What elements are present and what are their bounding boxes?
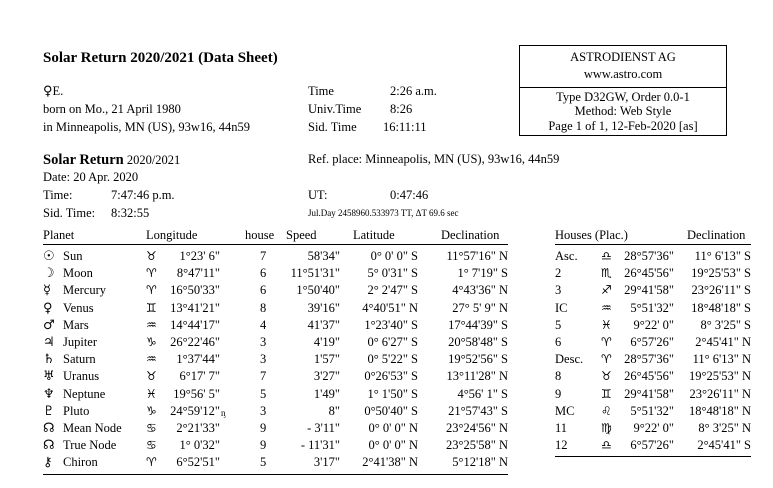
page-info: Page 1 of 1, 12-Feb-2020 [as] (548, 119, 698, 133)
zodiac-sign-icon: ♏ (601, 266, 612, 281)
house-longitude: 5°51'32" (630, 403, 674, 418)
planet-longitude: 24°59'12" (170, 403, 220, 418)
planet-name: Chiron (63, 455, 98, 470)
planet-house: 7 (260, 369, 267, 384)
col-header-latitude: Latitude (353, 228, 395, 242)
sid-time-value: 16:11:11 (383, 120, 427, 134)
col-header-house-declination: Declination (687, 228, 746, 242)
planet-house: 3 (260, 352, 267, 367)
planet-house: 5 (260, 386, 267, 401)
zodiac-sign-icon: ♍ (601, 421, 612, 435)
planet-speed: 1'57" (313, 352, 340, 367)
solar-return-label: Solar Return (43, 152, 124, 168)
sid-time-label: Sid. Time (308, 120, 357, 134)
time-label: Time (308, 84, 334, 98)
planet-longitude: 13°41'21" (170, 300, 220, 315)
planet-name: Mean Node (63, 421, 122, 435)
zodiac-sign-icon: ♈ (146, 283, 157, 298)
house-name: MC (555, 403, 575, 418)
solar-return-date: Date: 20 Apr. 2020 (43, 170, 139, 184)
zodiac-sign-icon: ♈ (601, 335, 612, 349)
col-header-planet: Planet (43, 228, 75, 242)
univ-time-value: 8:26 (390, 102, 413, 116)
house-declination: 2°45'41" N (695, 335, 751, 349)
planet-declination: 21°57'43" S (448, 403, 508, 418)
zodiac-sign-icon: ♋ (146, 421, 157, 435)
planet-declination: 13°11'28" N (446, 369, 508, 384)
planets-header-rule (43, 244, 508, 245)
house-name: 5 (555, 317, 562, 332)
col-header-longitude: Longitude (146, 228, 198, 242)
planet-longitude: 6°17' 7" (179, 369, 220, 384)
planet-glyph-icon: ☊ (43, 421, 55, 436)
planet-speed: 41'37" (307, 317, 340, 332)
house-name: 11 (555, 421, 568, 435)
zodiac-sign-icon: ♉ (146, 369, 157, 384)
zodiac-sign-icon: ♓ (146, 386, 157, 401)
house-longitude: 28°57'36" (624, 249, 674, 263)
house-declination: 11° 6'13" S (694, 249, 751, 263)
planet-name: True Node (63, 438, 117, 453)
planet-house: 6 (260, 266, 267, 281)
zodiac-sign-icon: ♈ (601, 352, 612, 367)
planet-name: Mercury (63, 283, 107, 298)
planet-declination: 17°44'39" S (448, 317, 508, 332)
website: www.astro.com (583, 67, 663, 81)
house-longitude: 28°57'36" (624, 352, 674, 367)
planet-glyph-icon: ☉ (43, 249, 55, 264)
planet-declination: 27° 5' 9" N (452, 300, 508, 315)
houses-header-rule (555, 244, 751, 245)
planets-bottom-rule (43, 474, 508, 475)
zodiac-sign-icon: ♒ (146, 352, 157, 367)
zodiac-sign-icon: ♌ (601, 403, 612, 418)
solar-return-years: 2020/2021 (126, 153, 181, 167)
zodiac-sign-icon: ♊ (601, 386, 612, 401)
zodiac-sign-icon: ♒ (601, 300, 612, 315)
sr-time-label: Time: (43, 188, 73, 202)
info-box-divider (520, 87, 726, 88)
planet-longitude: 19°56' 5" (173, 386, 220, 401)
planet-latitude: 0° 0' 0" N (368, 421, 418, 435)
house-declination: 19°25'53" N (688, 369, 751, 384)
birth-date: born on Mo., 21 April 1980 (43, 102, 181, 116)
house-declination: 8° 3'25" N (698, 421, 751, 435)
planet-longitude: 6°52'51" (176, 455, 220, 470)
house-declination: 11° 6'13" N (692, 352, 751, 367)
planet-declination: 23°24'56" N (445, 421, 508, 435)
zodiac-sign-icon: ♋ (146, 438, 157, 453)
planet-latitude: 2° 2'47" S (367, 283, 418, 298)
zodiac-sign-icon: ♎ (601, 249, 612, 263)
house-longitude: 29°41'58" (624, 283, 674, 298)
planet-speed: 1°50'40" (296, 283, 340, 298)
col-header-speed: Speed (286, 228, 317, 242)
planet-latitude: 2°41'38" N (362, 455, 418, 470)
house-longitude: 9°22' 0" (633, 421, 674, 435)
planet-glyph-icon: ♄ (43, 352, 55, 368)
method: Method: Web Style (574, 104, 672, 118)
planet-longitude: 1°37'44" (176, 352, 220, 367)
planet-speed: 58'34" (307, 249, 340, 263)
planet-declination: 20°58'48" S (448, 335, 508, 349)
station-marker: ᶇ (221, 407, 226, 418)
planet-house: 3 (260, 335, 267, 349)
house-name: IC (555, 300, 568, 315)
house-name: 9 (555, 386, 562, 401)
planet-name: Sun (63, 249, 83, 263)
ut-label: UT: (308, 188, 328, 202)
planet-declination: 4°56' 1" S (457, 386, 508, 401)
planet-name: Moon (63, 266, 93, 281)
house-longitude: 26°45'56" (624, 266, 674, 281)
planet-house: 4 (260, 317, 267, 332)
julian-day: Jul.Day 2458960.533973 TT, ΔT 69.6 sec (308, 208, 459, 218)
sr-sid-value: 8:32:55 (111, 206, 150, 220)
info-box (519, 45, 727, 136)
house-declination: 19°25'53" S (691, 266, 751, 281)
zodiac-sign-icon: ♐ (601, 283, 612, 298)
planet-name: Venus (63, 300, 94, 315)
solar-return-heading (43, 152, 180, 169)
planet-longitude: 16°50'33" (170, 283, 220, 298)
planet-name: Jupiter (63, 335, 98, 349)
venus-symbol-icon: ♀ (43, 84, 53, 99)
planet-latitude: 5° 0'31" S (367, 266, 418, 281)
planet-house: 9 (260, 438, 267, 453)
planet-glyph-icon: ☿ (43, 283, 51, 299)
sr-sid-label: Sid. Time: (43, 206, 96, 220)
planet-house: 3 (260, 403, 267, 418)
company-name: ASTRODIENST AG (570, 50, 676, 64)
page-title: Solar Return 2020/2021 (Data Sheet) (43, 50, 278, 66)
house-name: 2 (555, 266, 562, 281)
univ-time-label: Univ.Time (308, 102, 362, 116)
planet-house: 7 (260, 249, 267, 263)
ut-value: 0:47:46 (390, 188, 429, 202)
house-declination: 8° 3'25" S (700, 317, 751, 332)
planet-declination: 23°25'58" N (445, 438, 508, 453)
zodiac-sign-icon: ♓ (601, 317, 612, 332)
planet-latitude: 0°50'40" S (364, 403, 418, 418)
house-longitude: 9°22' 0" (633, 317, 674, 332)
house-name: 8 (555, 369, 562, 384)
sr-time-value: 7:47:46 p.m. (111, 188, 175, 202)
planet-glyph-icon: ☊ (43, 438, 55, 454)
planet-glyph-icon: ♂ (43, 317, 55, 333)
planet-glyph-icon: ♃ (43, 335, 55, 350)
planet-latitude: 0° 5'22" S (367, 352, 418, 367)
zodiac-sign-icon: ♑ (146, 335, 157, 349)
house-name: 6 (555, 335, 562, 349)
house-longitude: 26°45'56" (624, 369, 674, 384)
house-longitude: 6°57'26" (630, 438, 674, 453)
planet-house: 9 (260, 421, 267, 435)
zodiac-sign-icon: ♉ (146, 249, 157, 263)
planet-longitude: 8°47'11" (176, 266, 220, 281)
planet-glyph-icon: ☽ (43, 266, 55, 282)
planet-name: Mars (63, 317, 89, 332)
planet-house: 8 (260, 300, 267, 315)
planet-glyph-icon: ⚷ (43, 455, 53, 471)
houses-bottom-rule (555, 456, 751, 457)
planet-speed: - 11'31" (300, 438, 340, 453)
zodiac-sign-icon: ♉ (601, 369, 612, 384)
house-declination: 23°26'11" N (689, 386, 751, 401)
planet-name: Pluto (63, 403, 90, 418)
planet-name: Uranus (63, 369, 100, 384)
planet-speed: 4'19" (313, 335, 340, 349)
col-header-declination: Declination (441, 228, 500, 242)
time-value: 2:26 a.m. (390, 84, 437, 98)
birth-place: in Minneapolis, MN (US), 93w16, 44n59 (43, 120, 250, 134)
person-name: E. (52, 84, 64, 98)
planet-latitude: 1° 1'50" S (367, 386, 418, 401)
zodiac-sign-icon: ♑ (146, 403, 157, 418)
house-declination: 18°48'18" N (688, 403, 751, 418)
house-longitude: 6°57'26" (630, 335, 674, 349)
person-line (43, 84, 63, 99)
planet-speed: 3'17" (313, 455, 340, 470)
planet-house: 5 (260, 455, 267, 470)
planet-glyph-icon: ♅ (43, 369, 55, 385)
house-declination: 18°48'18" S (691, 300, 751, 315)
planet-glyph-icon: ♆ (43, 386, 55, 402)
planet-glyph-icon: ♀ (43, 300, 53, 316)
house-name: Asc. (555, 249, 578, 263)
planet-speed: 3'27" (313, 369, 340, 384)
house-longitude: 5°51'32" (630, 300, 674, 315)
planet-latitude: 1°23'40" S (364, 317, 418, 332)
planet-longitude: 1° 0'32" (179, 438, 220, 453)
planet-speed: 11°51'31" (290, 266, 340, 281)
house-name: Desc. (555, 352, 584, 367)
col-header-houses: Houses (Plac.) (555, 228, 628, 242)
planet-name: Neptune (63, 386, 106, 401)
planet-latitude: 0° 0' 0" N (368, 438, 418, 453)
planet-longitude: 26°22'46" (170, 335, 220, 349)
planet-longitude: 2°21'33" (176, 421, 220, 435)
planet-declination: 19°52'56" S (448, 352, 508, 367)
house-longitude: 29°41'58" (624, 386, 674, 401)
planet-longitude: 1°23' 6" (179, 249, 220, 263)
order-type: Type D32GW, Order 0.0-1 (556, 90, 690, 104)
house-name: 3 (555, 283, 562, 298)
planet-speed: 1'49" (313, 386, 340, 401)
planet-name: Saturn (63, 352, 96, 367)
planet-latitude: 4°40'51" N (362, 300, 418, 315)
planet-declination: 11°57'16" N (446, 249, 508, 263)
zodiac-sign-icon: ♈ (146, 266, 157, 281)
planet-declination: 1° 7'19" S (457, 266, 508, 281)
ref-place: Ref. place: Minneapolis, MN (US), 93w16, 44n59 (308, 152, 560, 166)
planet-longitude: 14°44'17" (170, 317, 220, 332)
planet-speed: 8" (328, 403, 340, 418)
zodiac-sign-icon: ♒ (146, 317, 157, 332)
house-name: 12 (555, 438, 568, 453)
zodiac-sign-icon: ♈ (146, 455, 157, 470)
planet-declination: 5°12'18" N (452, 455, 508, 470)
planet-declination: 4°43'36" N (452, 283, 508, 298)
planet-latitude: 0° 0' 0" S (370, 249, 418, 263)
house-declination: 23°26'11" S (691, 283, 751, 298)
planet-latitude: 0°26'53" S (364, 369, 418, 384)
planet-speed: - 3'11" (307, 421, 340, 435)
planet-house: 6 (260, 283, 267, 298)
zodiac-sign-icon: ♎ (601, 438, 612, 453)
col-header-house: house (245, 228, 275, 242)
house-declination: 2°45'41" S (697, 438, 751, 453)
planet-glyph-icon: ♇ (43, 403, 55, 419)
zodiac-sign-icon: ♊ (146, 300, 157, 315)
planet-latitude: 0° 6'27" S (367, 335, 418, 349)
planet-speed: 39'16" (307, 300, 340, 315)
